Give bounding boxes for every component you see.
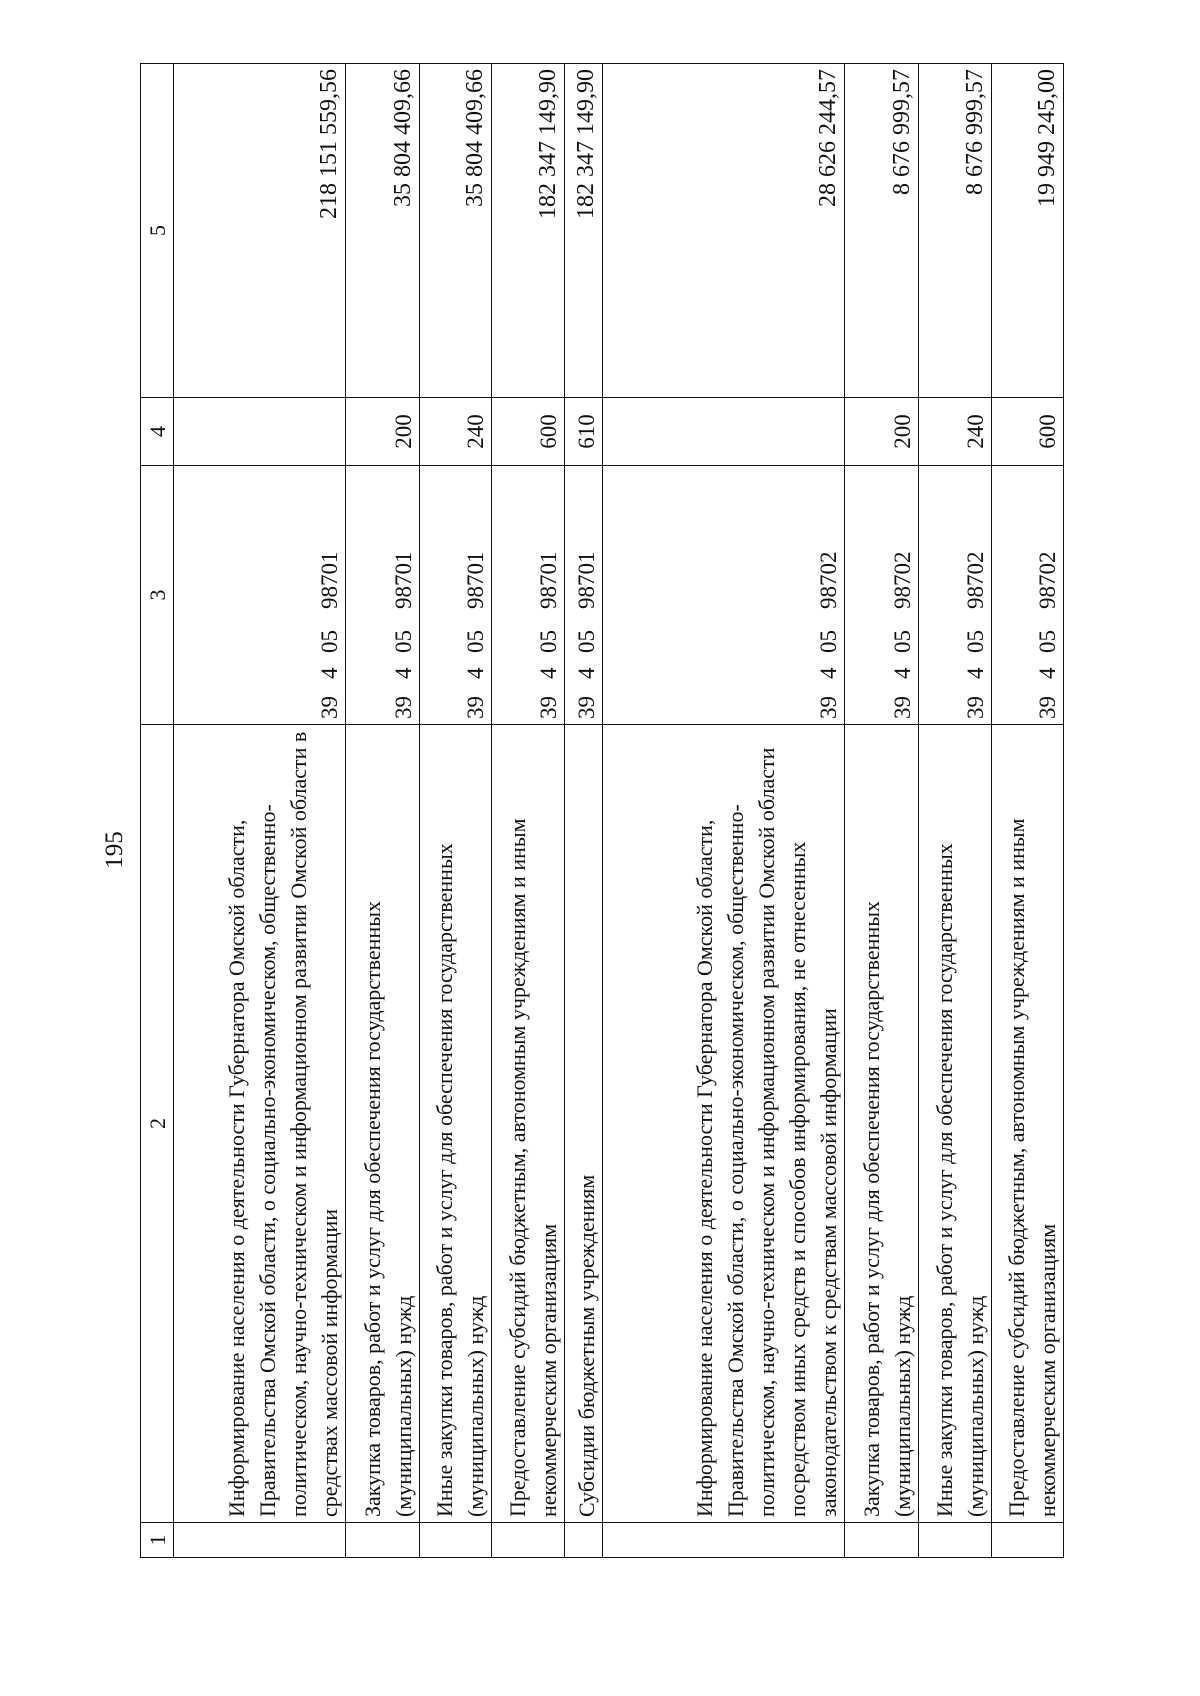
code-subprogram: 4 bbox=[316, 667, 342, 679]
row-code bbox=[919, 466, 991, 725]
row-index-cell bbox=[345, 1523, 419, 1558]
row-expense-type bbox=[602, 398, 844, 466]
header-col-2: 2 bbox=[141, 725, 174, 1523]
row-amount: 8 676 999,57 bbox=[844, 64, 918, 398]
row-code bbox=[991, 466, 1063, 725]
code-program: 39 bbox=[962, 696, 988, 719]
table-row bbox=[174, 64, 346, 1558]
code-main-event: 05 bbox=[535, 630, 561, 653]
header-col-4: 4 bbox=[141, 398, 174, 466]
code-direction: 98702 bbox=[962, 551, 988, 609]
row-code bbox=[174, 466, 346, 725]
row-amount: 35 804 409,66 bbox=[420, 64, 492, 398]
row-index-cell bbox=[174, 1523, 346, 1558]
row-index-cell bbox=[420, 1523, 492, 1558]
code-direction: 98702 bbox=[815, 551, 841, 609]
row-code bbox=[420, 466, 492, 725]
code-subprogram: 4 bbox=[815, 667, 841, 679]
row-name: Иные закупки товаров, работ и услуг для обеспечения государственных (муниципальных) нужд bbox=[919, 725, 991, 1523]
row-amount: 218 151 559,56 bbox=[174, 64, 346, 398]
row-expense-type: 610 bbox=[564, 398, 602, 466]
row-expense-type: 200 bbox=[345, 398, 419, 466]
table-row bbox=[564, 64, 602, 1558]
code-direction: 98701 bbox=[573, 551, 599, 609]
row-index-cell bbox=[492, 1523, 564, 1558]
table-row bbox=[345, 64, 419, 1558]
row-index-cell bbox=[919, 1523, 991, 1558]
code-program: 39 bbox=[815, 696, 841, 719]
row-name: Иные закупки товаров, работ и услуг для обеспечения государственных (муниципальных) нужд bbox=[420, 725, 492, 1523]
code-subprogram: 4 bbox=[463, 667, 489, 679]
row-expense-type: 240 bbox=[919, 398, 991, 466]
code-subprogram: 4 bbox=[890, 667, 916, 679]
table-row bbox=[420, 64, 492, 1558]
code-subprogram: 4 bbox=[573, 667, 599, 679]
row-index-cell bbox=[844, 1523, 918, 1558]
row-expense-type bbox=[174, 398, 346, 466]
row-expense-type: 200 bbox=[844, 398, 918, 466]
row-amount: 182 347 149,90 bbox=[564, 64, 602, 398]
table-row bbox=[602, 64, 844, 1558]
row-code bbox=[602, 466, 844, 725]
code-direction: 98701 bbox=[391, 551, 417, 609]
row-name: Закупка товаров, работ и услуг для обеспечения государственных (муниципальных) нужд bbox=[345, 725, 419, 1523]
code-direction: 98702 bbox=[890, 551, 916, 609]
row-amount: 28 626 244,57 bbox=[602, 64, 844, 398]
row-index-cell bbox=[602, 1523, 844, 1558]
code-direction: 98701 bbox=[535, 551, 561, 609]
row-index-cell bbox=[991, 1523, 1063, 1558]
code-subprogram: 4 bbox=[391, 667, 417, 679]
row-name: Предоставление субсидий бюджетным, автономным учреждениям и иным некоммерческим организациям bbox=[492, 725, 564, 1523]
code-subprogram: 4 bbox=[1035, 667, 1060, 679]
code-main-event: 05 bbox=[890, 630, 916, 653]
code-main-event: 05 bbox=[316, 630, 342, 653]
row-amount: 19 949 245,00 bbox=[991, 64, 1063, 398]
header-col-3: 3 bbox=[141, 466, 174, 725]
row-amount: 182 347 149,90 bbox=[492, 64, 564, 398]
code-program: 39 bbox=[890, 696, 916, 719]
code-program: 39 bbox=[391, 696, 417, 719]
code-direction: 98702 bbox=[1035, 551, 1060, 609]
code-subprogram: 4 bbox=[962, 667, 988, 679]
table-row bbox=[991, 64, 1063, 1558]
row-amount: 35 804 409,66 bbox=[345, 64, 419, 398]
table-header-row bbox=[141, 64, 174, 1558]
budget-table bbox=[140, 63, 1064, 1558]
code-program: 39 bbox=[463, 696, 489, 719]
row-name: Предоставление субсидий бюджетным, автономным учреждениям и иным некоммерческим организациям bbox=[991, 725, 1063, 1523]
code-main-event: 05 bbox=[1035, 630, 1060, 653]
code-direction: 98701 bbox=[316, 551, 342, 609]
code-main-event: 05 bbox=[573, 630, 599, 653]
code-main-event: 05 bbox=[463, 630, 489, 653]
code-program: 39 bbox=[535, 696, 561, 719]
table-row bbox=[492, 64, 564, 1558]
code-program: 39 bbox=[573, 696, 599, 719]
row-index-cell bbox=[564, 1523, 602, 1558]
row-expense-type: 240 bbox=[420, 398, 492, 466]
row-expense-type: 600 bbox=[492, 398, 564, 466]
row-name: Информирование населения о деятельности Губернатора Омской области, Правительства Омской области, о социально-экономическом, общественно-политическом, научно-техническом и информационном развитии Омской области в средствах массовой информации bbox=[174, 725, 346, 1523]
row-code bbox=[345, 466, 419, 725]
row-code bbox=[492, 466, 564, 725]
code-direction: 98701 bbox=[463, 551, 489, 609]
code-main-event: 05 bbox=[815, 630, 841, 653]
code-program: 39 bbox=[1035, 696, 1060, 719]
code-main-event: 05 bbox=[962, 630, 988, 653]
row-expense-type: 600 bbox=[991, 398, 1063, 466]
row-name: Субсидии бюджетным учреждениям bbox=[564, 725, 602, 1523]
row-name: Закупка товаров, работ и услуг для обеспечения государственных (муниципальных) нужд bbox=[844, 725, 918, 1523]
table-row bbox=[844, 64, 918, 1558]
row-name: Информирование населения о деятельности Губернатора Омской области, Правительства Омской области, о социально-экономическом, общественно-политическом, научно-техническом и информационном развитии Омской области посредством иных средств и способов информирования, не отнесенных законодательством к средствам массовой информации bbox=[602, 725, 844, 1523]
code-program: 39 bbox=[316, 696, 342, 719]
row-code bbox=[564, 466, 602, 725]
table-row bbox=[919, 64, 991, 1558]
header-col-5: 5 bbox=[141, 64, 174, 398]
header-col-1: 1 bbox=[141, 1523, 174, 1558]
budget-table-rotated bbox=[140, 64, 1064, 1558]
code-subprogram: 4 bbox=[535, 667, 561, 679]
row-amount: 8 676 999,57 bbox=[919, 64, 991, 398]
page-number: 195 bbox=[101, 831, 128, 869]
row-code bbox=[844, 466, 918, 725]
code-main-event: 05 bbox=[391, 630, 417, 653]
